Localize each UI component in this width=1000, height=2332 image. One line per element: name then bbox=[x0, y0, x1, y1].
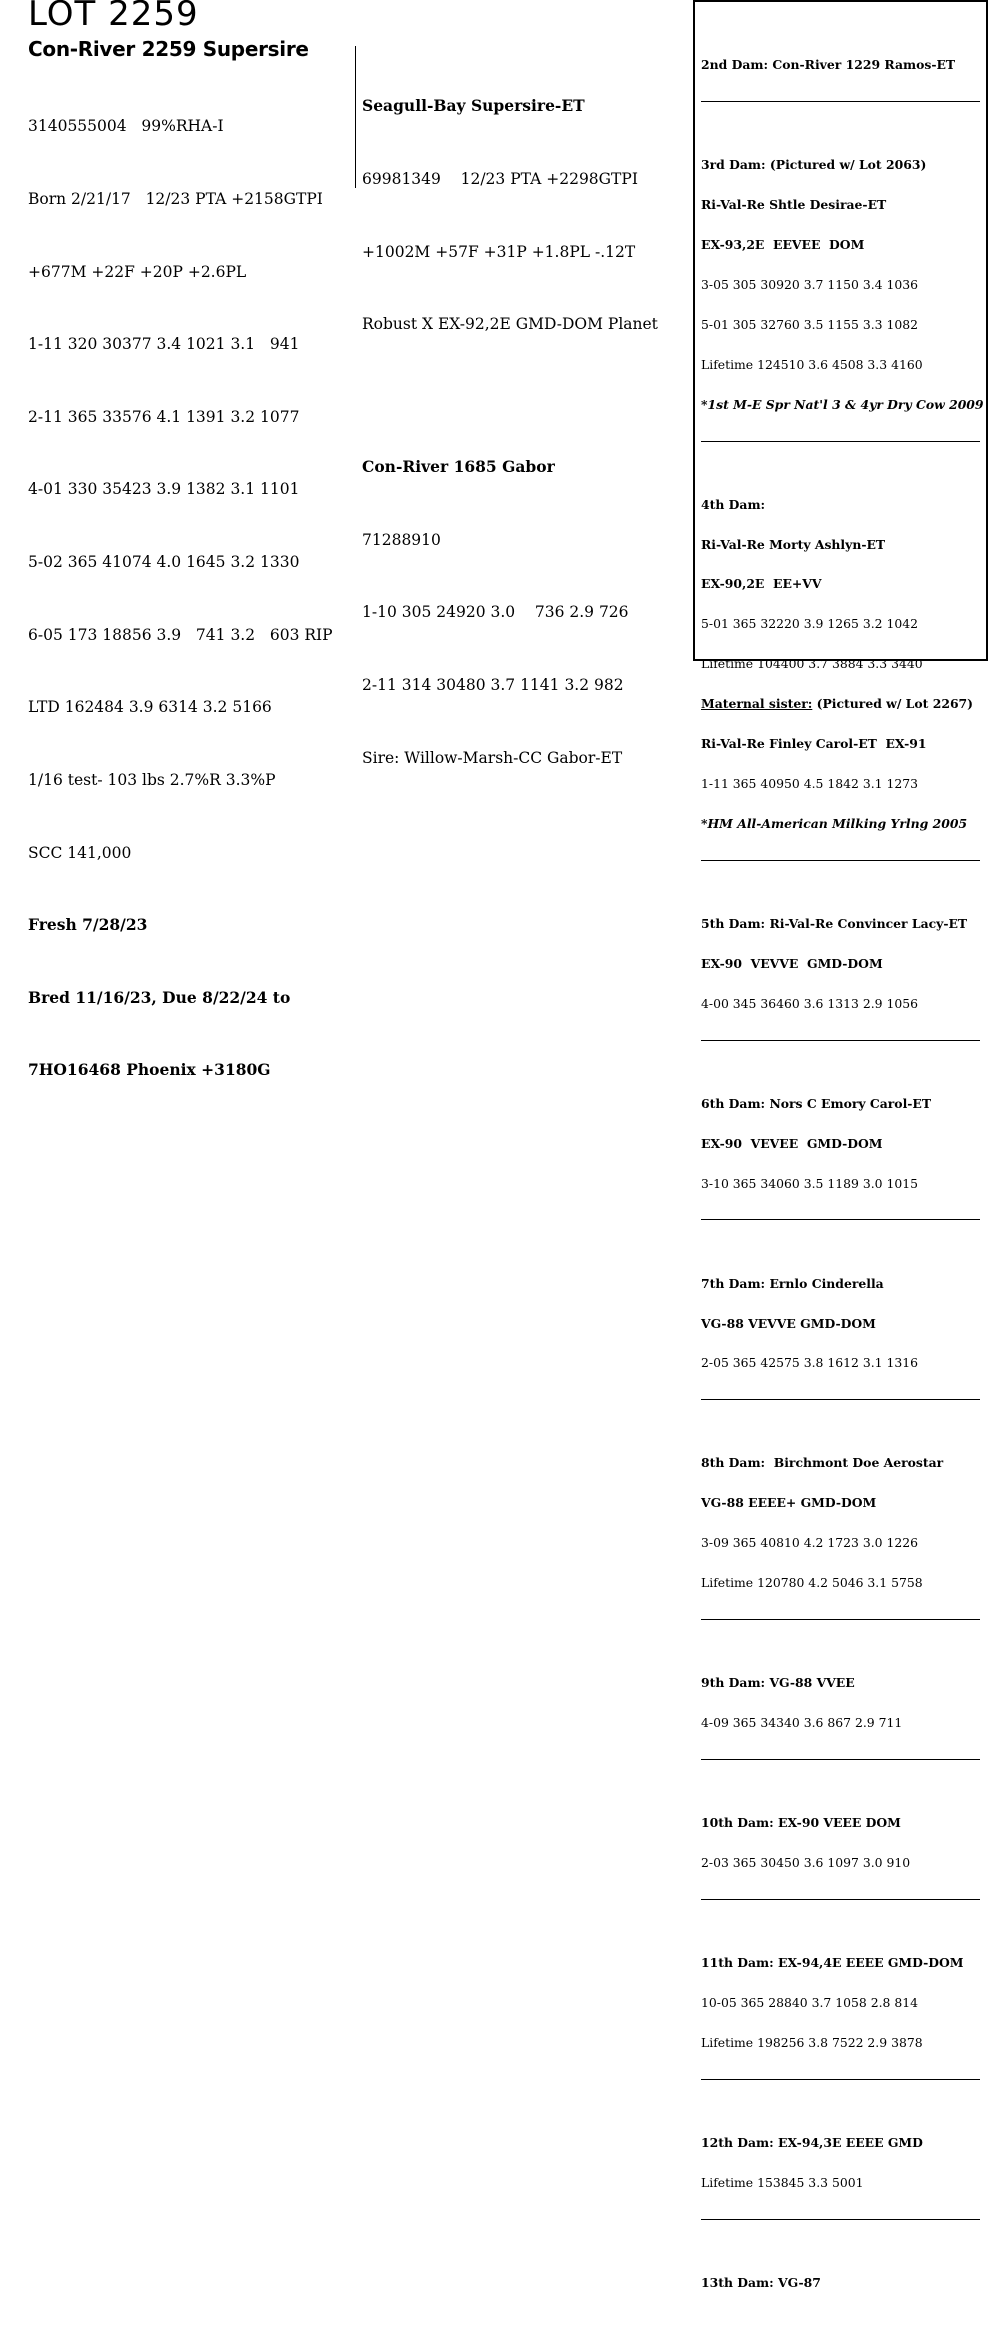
dam-title: 2nd Dam: Con-River 1229 Ramos-ET bbox=[701, 57, 956, 73]
dam-record: 4-09 365 34340 3.6 867 2.9 711 bbox=[701, 1715, 903, 1731]
dam-lifetime: Lifetime 198256 3.8 7522 2.9 3878 bbox=[701, 2034, 923, 2050]
lot-title: LOT 2259 bbox=[28, 0, 199, 34]
dam-title: 5th Dam: Ri-Val-Re Convincer Lacy-ET bbox=[701, 915, 968, 931]
dam-11 bbox=[701, 1927, 980, 2080]
mgs-line: 2-11 314 30480 3.7 1141 3.2 982 bbox=[362, 676, 624, 695]
dam-title: 10th Dam: EX-90 VEEE DOM bbox=[701, 1815, 901, 1831]
dam-classification: VG-88 EEEE+ GMD-DOM bbox=[701, 1495, 877, 1511]
dam-9 bbox=[701, 1647, 980, 1760]
dam-title: 3rd Dam: (Pictured w/ Lot 2063) bbox=[701, 157, 927, 173]
dam-4 bbox=[701, 468, 980, 861]
record-line: 6-05 173 18856 3.9 741 3.2 603 RIP bbox=[28, 625, 333, 644]
dam-title: 12th Dam: EX-94,3E EEEE GMD bbox=[701, 2135, 923, 2151]
genomics-traits-line: +677M +22F +20P +2.6PL bbox=[28, 262, 247, 281]
maternal-sister-label: Maternal sister: bbox=[701, 696, 813, 712]
dam-record: 3-05 305 30920 3.7 1150 3.4 1036 bbox=[701, 276, 919, 292]
record-line: 1-11 320 30377 3.4 1021 3.1 941 bbox=[28, 335, 300, 354]
bred-to-sire: 7HO16468 Phoenix +3180G bbox=[28, 1060, 271, 1080]
dam-8 bbox=[701, 1427, 980, 1620]
dam-lifetime: Lifetime 104400 3.7 3884 3.3 3440 bbox=[701, 656, 923, 672]
mgs-line: 71288910 bbox=[362, 530, 441, 549]
scc-line: SCC 141,000 bbox=[28, 843, 132, 862]
dam-record: 2-05 365 42575 3.8 1612 3.1 1316 bbox=[701, 1355, 919, 1371]
sire-name: Seagull-Bay Supersire-ET bbox=[362, 96, 585, 116]
mgs-sire-line: Sire: Willow-Marsh-CC Gabor-ET bbox=[362, 748, 623, 767]
dam-name: Ri-Val-Re Shtle Desirae-ET bbox=[701, 197, 887, 213]
record-line: 2-11 365 33576 4.1 1391 3.2 1077 bbox=[28, 407, 300, 426]
dam-record: 3-10 365 34060 3.5 1189 3.0 1015 bbox=[701, 1175, 919, 1191]
dam-5 bbox=[701, 887, 980, 1040]
animal-name: Con-River 2259 Supersire bbox=[28, 37, 309, 61]
dam-7 bbox=[701, 1247, 980, 1400]
dam-title: 4th Dam: bbox=[701, 496, 766, 512]
maternal-sister-award: *HM All-American Milking Yrlng 2005 bbox=[701, 815, 968, 831]
dam-6 bbox=[701, 1067, 980, 1220]
maternal-sister-line bbox=[701, 697, 980, 710]
dam-title: 9th Dam: VG-88 VVEE bbox=[701, 1675, 855, 1691]
dam-12 bbox=[701, 2106, 980, 2219]
dam-3 bbox=[701, 129, 984, 442]
dam-record: 5-01 305 32760 3.5 1155 3.3 1082 bbox=[701, 316, 919, 332]
sire-line: +1002M +57F +31P +1.8PL -.12T bbox=[362, 242, 636, 261]
record-line: 4-01 330 35423 3.9 1382 3.1 1101 bbox=[28, 480, 300, 499]
bred-line: Bred 11/16/23, Due 8/22/24 to bbox=[28, 987, 291, 1007]
dam-classification: EX-90 VEVEE GMD-DOM bbox=[701, 1135, 883, 1151]
spacer bbox=[362, 385, 692, 407]
dam-lifetime: Lifetime 120780 4.2 5046 3.1 5758 bbox=[701, 1575, 923, 1591]
test-line: 1/16 test- 103 lbs 2.7%R 3.3%P bbox=[28, 770, 276, 789]
maternal-sister-note: (Pictured w/ Lot 2267) bbox=[812, 696, 974, 712]
maternal-sister-name: Ri-Val-Re Finley Carol-ET EX-91 bbox=[701, 736, 927, 752]
dam-13 bbox=[701, 2246, 980, 2318]
dam-record: 2-03 365 30450 3.6 1097 3.0 910 bbox=[701, 1855, 911, 1871]
dam-name: Ri-Val-Re Morty Ashlyn-ET bbox=[701, 536, 886, 552]
fresh-date: Fresh 7/28/23 bbox=[28, 915, 148, 935]
lifetime-line: LTD 162484 3.9 6314 3.2 5166 bbox=[28, 698, 272, 717]
record-line: 5-02 365 41074 4.0 1645 3.2 1330 bbox=[28, 553, 300, 572]
registration-line: 3140555004 99%RHA-I bbox=[28, 117, 224, 136]
dam-classification: EX-93,2E EEVEE DOM bbox=[701, 237, 865, 253]
animal-info bbox=[28, 66, 358, 1107]
mgs-name: Con-River 1685 Gabor bbox=[362, 457, 555, 477]
dam-record: 3-09 365 40810 4.2 1723 3.0 1226 bbox=[701, 1535, 919, 1551]
maternal-sister-record: 1-11 365 40950 4.5 1842 3.1 1273 bbox=[701, 775, 919, 791]
birth-genomics-line: Born 2/21/17 12/23 PTA +2158GTPI bbox=[28, 190, 323, 209]
dam-classification: EX-90,2E EE+VV bbox=[701, 576, 822, 592]
mgs-line: 1-10 305 24920 3.0 736 2.9 726 bbox=[362, 603, 629, 622]
dam-10 bbox=[701, 1787, 980, 1900]
dam-lifetime: Lifetime 153845 3.3 5001 bbox=[701, 2174, 864, 2190]
dam-title: 13th Dam: VG-87 bbox=[701, 2274, 821, 2290]
sire-line: 69981349 12/23 PTA +2298GTPI bbox=[362, 170, 638, 189]
dam-award: *1st M-E Spr Nat'l 3 & 4yr Dry Cow 2009 bbox=[701, 396, 984, 412]
dam-2 bbox=[701, 30, 980, 102]
dam-lifetime: Lifetime 124510 3.6 4508 3.3 4160 bbox=[701, 356, 923, 372]
sire-divider bbox=[355, 46, 356, 188]
sire-line: Robust X EX-92,2E GMD-DOM Planet bbox=[362, 315, 658, 334]
dam-title: 7th Dam: Ernlo Cinderella bbox=[701, 1275, 884, 1291]
dam-record: 5-01 365 32220 3.9 1265 3.2 1042 bbox=[701, 616, 919, 632]
dam-classification: VG-88 VEVVE GMD-DOM bbox=[701, 1315, 876, 1331]
dam-title: 11th Dam: EX-94,4E EEEE GMD-DOM bbox=[701, 1955, 964, 1971]
dam-record: 4-00 345 36460 3.6 1313 2.9 1056 bbox=[701, 995, 919, 1011]
pedigree-box bbox=[693, 0, 988, 2290]
dam-classification: EX-90 VEVVE GMD-DOM bbox=[701, 955, 883, 971]
sire-info bbox=[362, 46, 692, 794]
dam-record: 10-05 365 28840 3.7 1058 2.8 814 bbox=[701, 1995, 919, 2011]
dam-title: 6th Dam: Nors C Emory Carol-ET bbox=[701, 1095, 932, 1111]
dam-title: 8th Dam: Birchmont Doe Aerostar bbox=[701, 1455, 944, 1471]
